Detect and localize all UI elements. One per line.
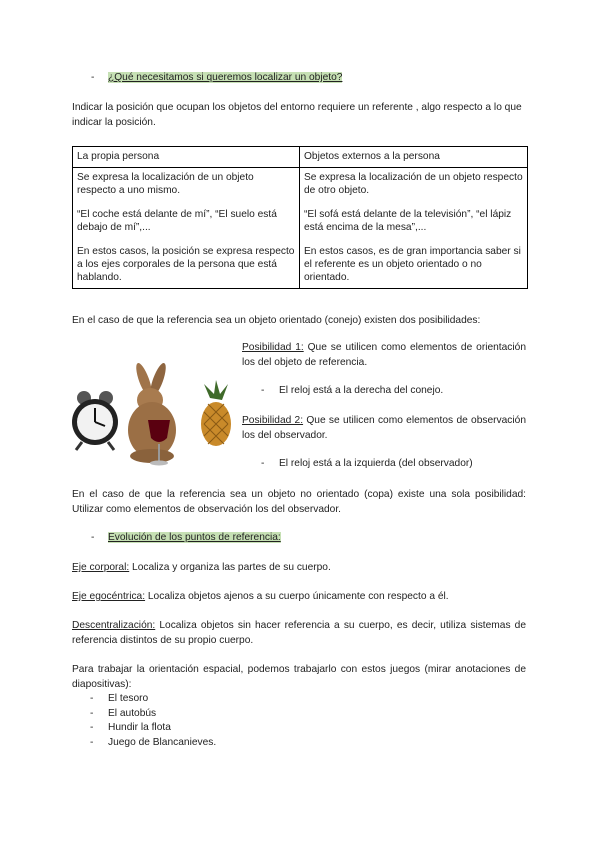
table-header-row (73, 147, 528, 168)
cell-paragraph: “El sofá está delante de la televisión”, “el lápiz está encima de la mesa”,... (304, 209, 512, 233)
rabbit-icon (128, 361, 176, 463)
descentralizacion (72, 619, 526, 648)
table-header-cell: Objetos externos a la persona (300, 147, 528, 168)
list-dash: - (261, 458, 265, 469)
games-intro: Para trabajar la orientación espacial, podemos trabajarlo con estos juegos (mirar anotaciones de diapositivas): (72, 664, 526, 690)
list-item: - El autobús (72, 707, 526, 722)
intro-paragraph: Indicar la posición que ocupan los objetos del entorno requiere un referente , algo respecto a lo que indicar la posición. (72, 102, 522, 128)
illustration (64, 360, 234, 470)
oriented-intro: En el caso de que la referencia sea un objeto orientado (conejo) existen dos posibilidades: (72, 315, 481, 326)
table-header-cell: La propia persona (73, 147, 300, 168)
section2-heading: Evolución de los puntos de referencia: (108, 532, 281, 543)
eje-corporal-label: Eje corporal: (72, 562, 130, 573)
eje-egocentrico (72, 590, 526, 605)
possibility-1 (242, 341, 526, 370)
cell-paragraph: En estos casos, es de gran importancia saber si el referente es un objeto orientado o no orientado. (304, 246, 521, 283)
eje-egocentrico-text: Localiza objetos ajenos a su cuerpo únicamente con respecto a él. (145, 591, 449, 602)
cell-paragraph: “El coche está delante de mí”, “El suelo está debajo de mí”,... (77, 209, 277, 233)
descentralizacion-label: Descentralización: (72, 620, 156, 631)
possibility-1-text: Que se utilicen como elementos de orientación los del objeto de referencia. (242, 342, 526, 368)
section2-bullet: - (91, 532, 95, 543)
list-item: - Juego de Blancanieves. (72, 736, 526, 751)
cell-paragraph: En estos casos, la posición se expresa respecto a los ejes corporales de la persona que está hablando. (77, 246, 295, 283)
descentralizacion-text: Localiza objetos sin hacer referencia a su cuerpo, es decir, utiliza sistemas de referencia distintos de su propio cuerpo. (72, 620, 526, 646)
alarm-clock-icon (72, 391, 118, 450)
possibility-2-text: Que se utilicen como elementos de observación los del observador. (242, 415, 526, 441)
section1-heading: ¿Qué necesitamos si queremos localizar un objeto? (108, 72, 343, 83)
cell-paragraph: Se expresa la localización de un objeto respecto de otro objeto. (304, 172, 523, 196)
games-list (72, 692, 526, 750)
table-cell (300, 168, 528, 289)
possibility-2-label: Posibilidad 2: (242, 415, 304, 426)
table-cell (73, 168, 300, 289)
possibility-1-example: El reloj está a la derecha del conejo. (279, 385, 444, 396)
nonoriented-paragraph: En el caso de que la referencia sea un objeto no orientado (copa) existe una sola posibilidad: Utilizar como elementos de observación los del observador. (72, 489, 526, 515)
eje-corporal-text: Localiza y organiza las partes de su cuerpo. (129, 562, 331, 573)
reference-table (72, 146, 528, 289)
list-item: - Hundir la flota (72, 721, 526, 736)
pineapple-icon (201, 380, 231, 446)
eje-corporal (72, 561, 526, 576)
possibility-1-label: Posibilidad 1: (242, 342, 304, 353)
eje-egocentrico-label: Eje egocéntrica: (72, 591, 146, 602)
possibility-2-example: El reloj está a la izquierda (del observador) (279, 458, 473, 469)
section1-bullet: - (91, 72, 95, 83)
list-item: - El tesoro (72, 692, 526, 707)
clock-rabbit-wineglass-pineapple-illustration (64, 360, 234, 470)
table-row (73, 168, 528, 289)
cell-paragraph: Se expresa la localización de un objeto respecto a uno mismo. (77, 172, 254, 196)
possibility-2 (242, 414, 526, 443)
list-dash: - (261, 385, 265, 396)
